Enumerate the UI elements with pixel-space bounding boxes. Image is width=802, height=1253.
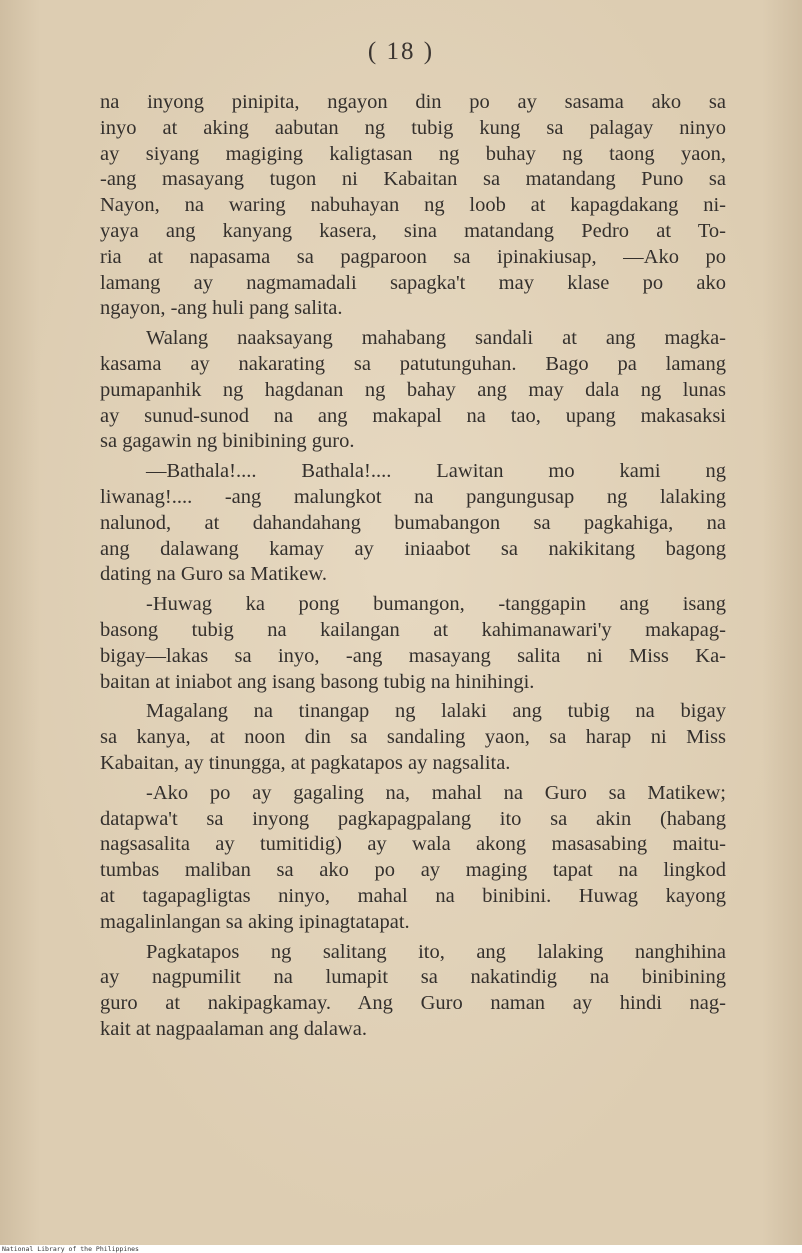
paragraph — [100, 940, 726, 1043]
text-line: kasama ay nakarating sa patutunguhan. Bago pa lamang — [100, 352, 726, 375]
page-text — [100, 90, 726, 1043]
text-line: -ang masayang tugon ni Kabaitan sa matandang Puno sa — [100, 168, 726, 191]
text-line: na inyong pinipita, ngayon din po ay sasama ako sa — [100, 91, 726, 113]
text-line: Kabaitan, ay tinungga, at pagkatapos ay nagsalita. — [100, 751, 511, 774]
text-line: —Bathala!.... Bathala!.... Lawitan mo kami ng — [146, 460, 726, 483]
text-line: nagsasalita ay tumitidig) ay wala akong masasabing maitu- — [100, 833, 726, 856]
text-line: dating na Guro sa Matikew. — [100, 563, 327, 586]
text-line: liwanag!.... -ang malungkot na pangungusap ng lalaking — [100, 485, 726, 508]
text-line: basong tubig na kailangan at kahimanawari'y makapag- — [100, 618, 726, 641]
text-line: yaya ang kanyang kasera, sina matandang Pedro at To- — [100, 219, 726, 242]
text-line: Magalang na tinangap ng lalaki ang tubig na bigay — [146, 700, 726, 723]
text-line: -Ako po ay gagaling na, mahal na Guro sa Matikew; — [146, 781, 726, 804]
text-line: sa gagawin ng binibining guro. — [100, 430, 355, 453]
paragraph — [100, 592, 726, 695]
text-line: tumbas maliban sa ako po ay maging tapat na lingkod — [100, 859, 726, 882]
text-line: ria at napasama sa pagparoon sa ipinakiusap, —Ako po — [100, 245, 726, 268]
text-line: baitan at iniabot ang isang basong tubig na hinihingi. — [100, 670, 535, 693]
footer-credit: National Library of the Philippines — [2, 1245, 139, 1253]
text-line: Nayon, na waring nabuhayan ng loob at kapagdakang ni- — [100, 194, 726, 217]
text-line: ang dalawang kamay ay iniaabot sa nakikitang bagong — [100, 537, 726, 560]
text-line: datapwa't sa inyong pagkapagpalang ito sa akin (habang — [100, 807, 726, 830]
text-line: ay siyang magiging kaligtasan ng buhay ng taong yaon, — [100, 142, 726, 165]
text-line: bigay—lakas sa inyo, -ang masayang salita ni Miss Ka- — [100, 644, 726, 667]
text-line: at tagapagligtas ninyo, mahal na binibini. Huwag kayong — [100, 884, 726, 907]
text-line: magalinlangan sa aking ipinagtatapat. — [100, 910, 410, 933]
text-line: Walang naaksayang mahabang sandali at ang magka- — [146, 327, 726, 350]
paragraph — [100, 459, 726, 588]
text-line: nalunod, at dahandahang bumabangon sa pagkahiga, na — [100, 511, 726, 534]
text-line: ngayon, -ang huli pang salita. — [100, 297, 343, 320]
text-line: Pagkatapos ng salitang ito, ang lalaking nanghihina — [146, 940, 726, 963]
paragraph — [100, 90, 726, 322]
text-line: pumapanhik ng hagdanan ng bahay ang may dala ng lunas — [100, 378, 726, 401]
text-line: ay sunud-sunod na ang makapal na tao, upang makasaksi — [100, 404, 726, 427]
text-line: lamang ay nagmamadali sapagka't may klase po ako — [100, 271, 726, 294]
text-line: ay nagpumilit na lumapit sa nakatindig na binibining — [100, 966, 726, 989]
text-line: sa kanya, at noon din sa sandaling yaon, sa harap ni Miss — [100, 726, 726, 749]
paragraph — [100, 326, 726, 455]
text-line: kait at nagpaalaman ang dalawa. — [100, 1017, 367, 1040]
paragraph — [100, 699, 726, 776]
text-line: inyo at aking aabutan ng tubig kung sa palagay ninyo — [100, 116, 726, 139]
text-line: guro at nakipagkamay. Ang Guro naman ay hindi nag- — [100, 992, 726, 1015]
page-number: ( 18 ) — [367, 38, 435, 65]
text-line: -Huwag ka pong bumangon, -tanggapin ang isang — [146, 593, 726, 616]
paragraph — [100, 781, 726, 936]
